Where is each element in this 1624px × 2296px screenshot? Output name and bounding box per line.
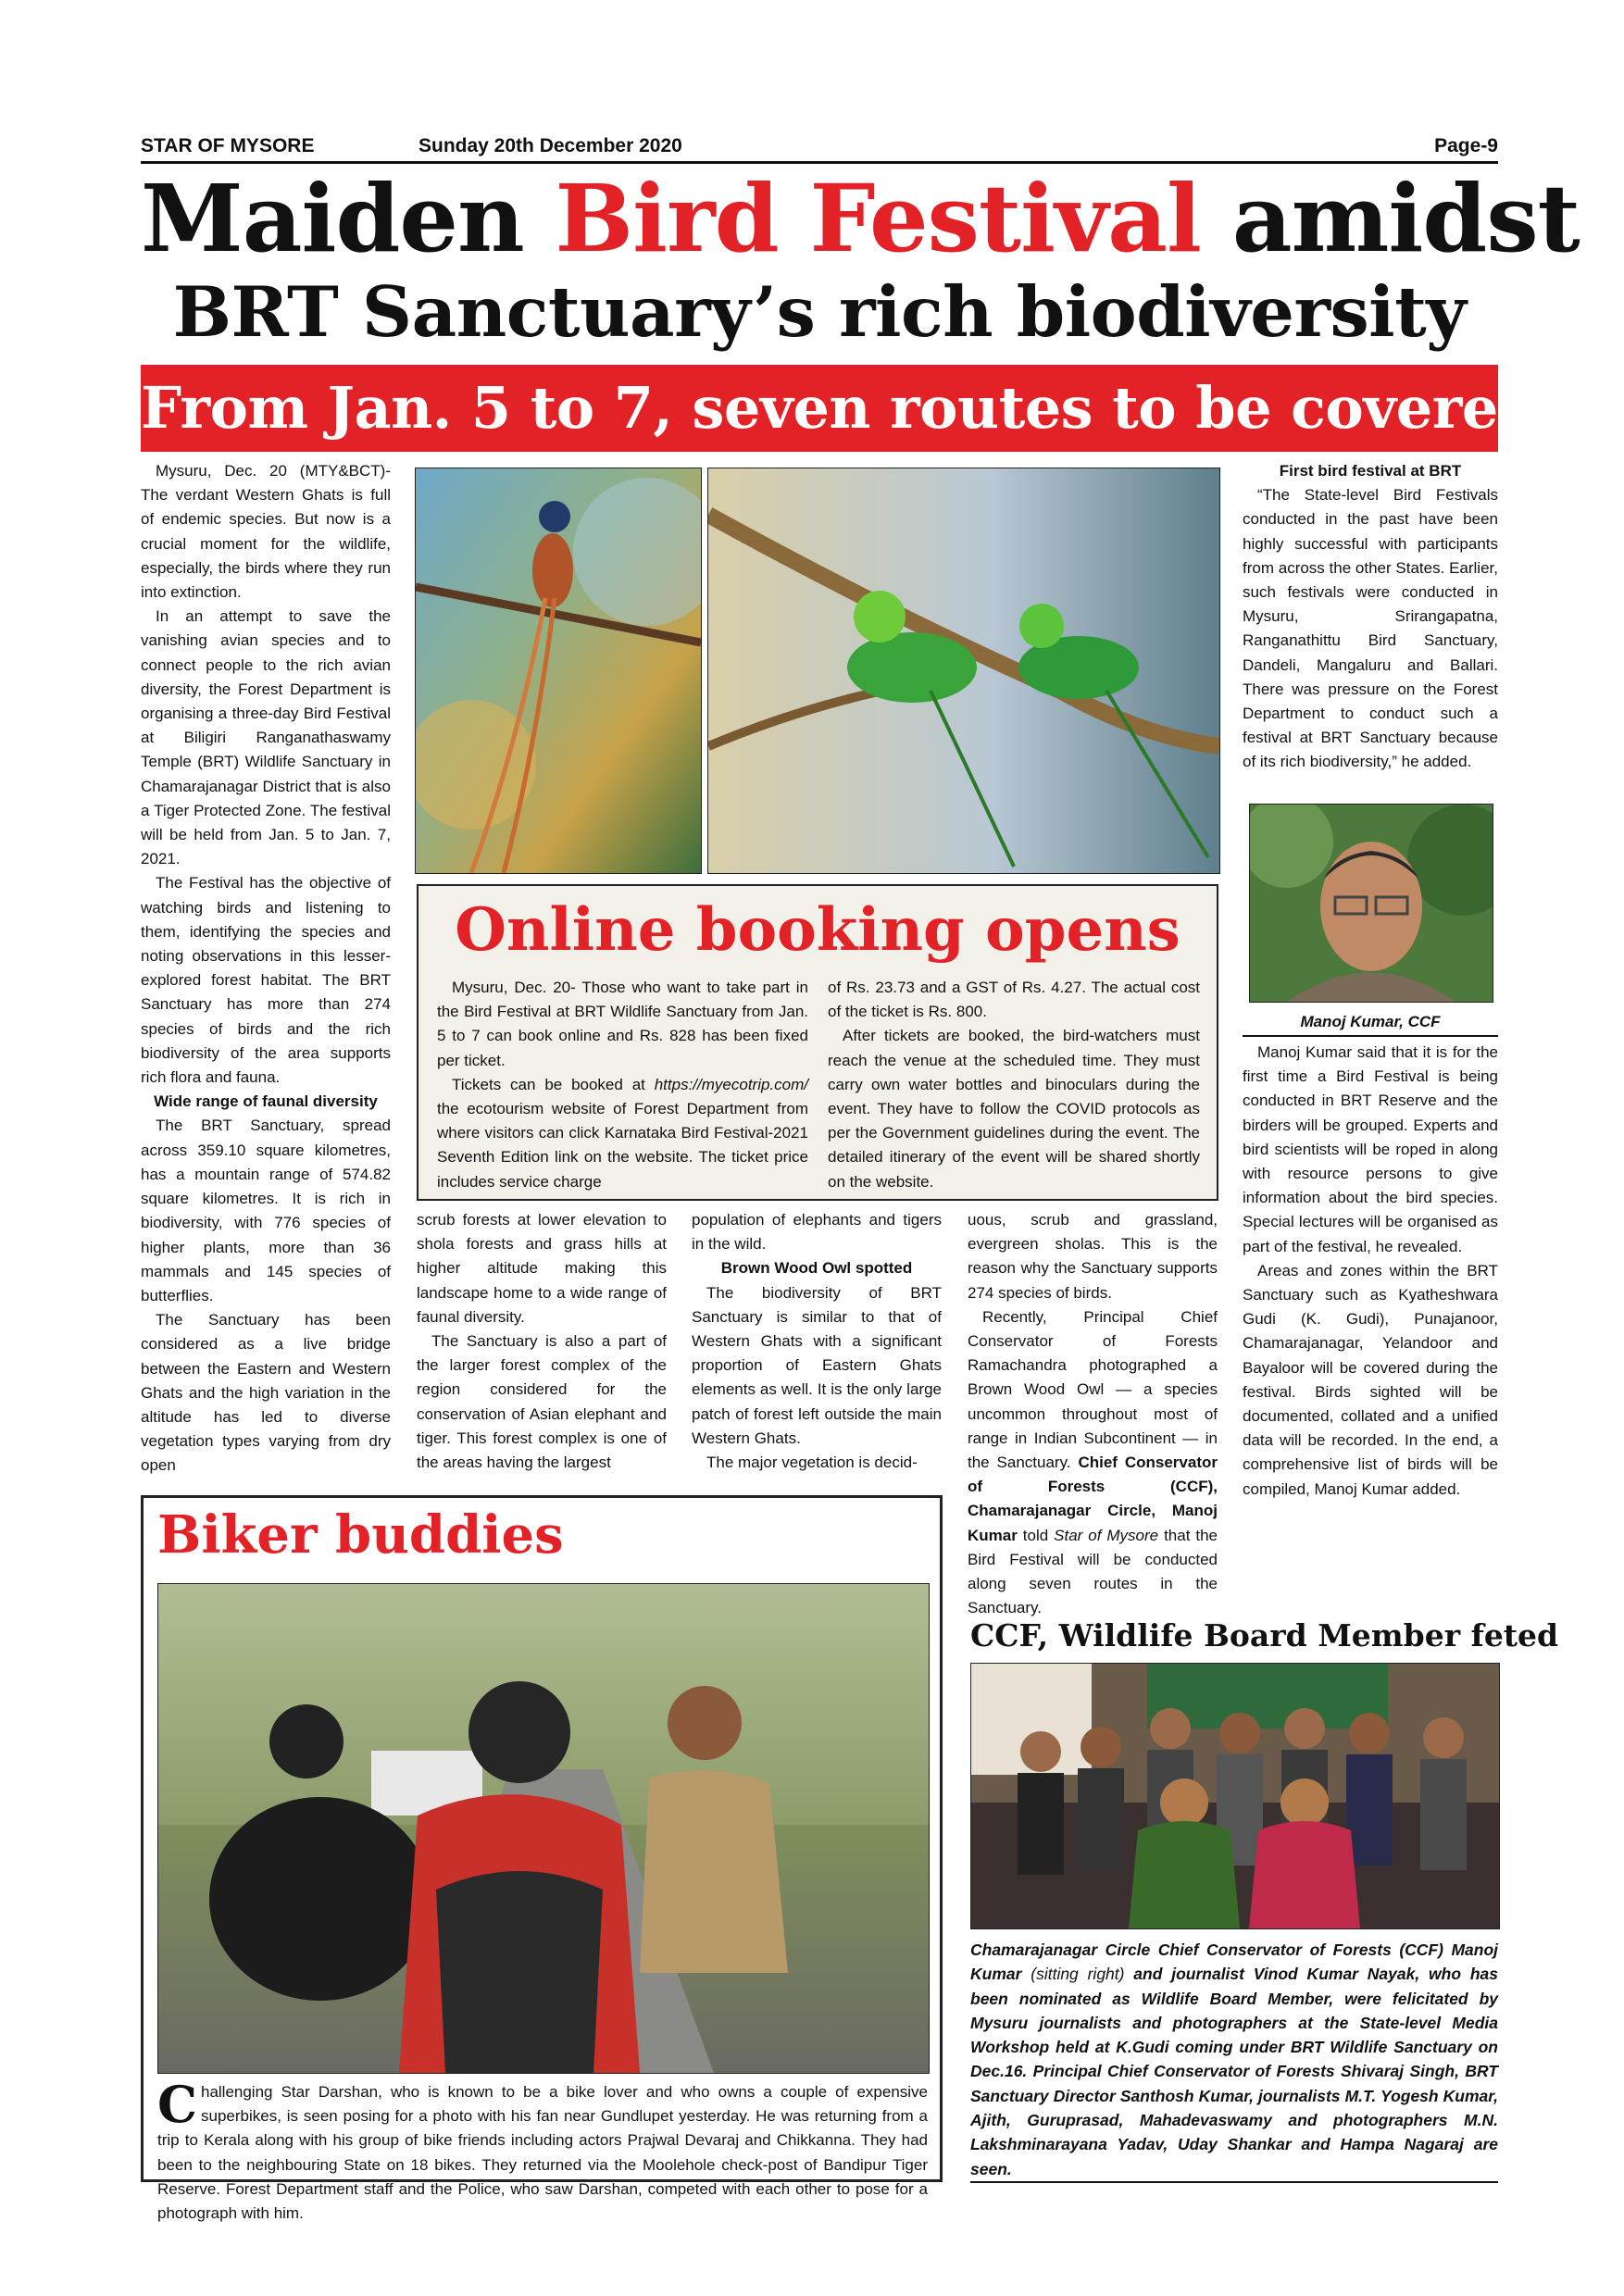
feted-caption (970, 1938, 1498, 2181)
story-paragraph: The Sanctuary has been considered as a live bridge between the Eastern and Western Ghats and the high variation in the altitude has led to diverse vegetation types varying from dry open (141, 1311, 391, 1475)
page-number: Page-9 (1434, 135, 1498, 156)
headline-highlight: Bird Festival (555, 164, 1201, 273)
ecotrip-url: https://myecotrip.com/ (654, 1075, 808, 1093)
story-column-2 (417, 1208, 667, 1475)
biker-caption (157, 2075, 928, 2226)
story-paragraph: The major vegetation is decid- (706, 1454, 918, 1472)
story-paragraph: “The State-level Bird Festivals conducted in the past have been highly successful with participants from across the other States. Earlier, such festivals were conducted in Mysuru, Srirangapatna, Ranganathittu Bird Sanctuary, Dandeli, Mangaluru and Ballari. There was pressure on the Forest Department to conduct such a festival at BRT Sanctuary because of its rich biodiversity,” he added. (1243, 486, 1498, 771)
story-subhead: Wide range of faunal diversity (154, 1092, 378, 1111)
caption-rule (970, 2181, 1498, 2183)
booking-column-left (437, 976, 808, 1194)
headline-line2: BRT Sanctuary’s rich biodiversity (172, 271, 1467, 353)
bee-eater-photo (707, 468, 1220, 874)
caption-rule (1243, 1035, 1498, 1037)
text-run: Recently, Principal Chief Conservator of Forests Ramachandra photographed a Brown Wood Owl — a species uncommon throughout most of range in Indian Subcontinent — in the Sanctuary. (968, 1307, 1218, 1472)
banner-text: From Jan. 5 to 7, seven routes to be covered (141, 374, 1538, 442)
text-run: told (1017, 1526, 1055, 1544)
story-paragraph: Manoj Kumar said that it is for the first time a Bird Festival is being conducted in BRT Reserve and the birders will be grouped. Experts and bird scientists will be roped in along with resource persons to give information about the bird species. Special lectures will be organised as part of the festival, he revealed. (1243, 1043, 1498, 1255)
story-paragraph: Mysuru, Dec. 20 (MTY&BCT)- The verdant Western Ghats is full of endemic species. But now is a crucial moment for the wildlife, especially, the birds where they run into extinction. (141, 462, 391, 602)
story-paragraph: Areas and zones within the BRT Sanctuary such as Kyatheshwara Gudi (K. Gudi), Punajanoor, Chamarajanagar, Yelandoor and Bayaloor will be covered during the festival. Birds sighted will be documented, collated and a unified data will be recorded. In the end, a comprehensive list of birds will be compiled, Manoj Kumar added. (1243, 1261, 1498, 1498)
online-booking-box (417, 884, 1218, 1201)
text-run-bold: Chief Conservator of Forests (CCF), Chamarajanagar Circle, Manoj Kumar (968, 1454, 1218, 1544)
paper-name: STAR OF MYSORE (141, 135, 315, 156)
story-subhead: Brown Wood Owl spotted (720, 1259, 913, 1278)
booking-paragraph: After tickets are booked, the bird-watchers must reach the venue at the scheduled time. They must carry own water bottles and binoculars during the event. They have to follow the COVID protocols as per the Government guidelines during the event. The detailed itinerary of the event will be shared shortly on the website. (828, 1027, 1200, 1191)
text-run: the ecotourism website of Forest Department from where visitors can click Karnataka Bird Festival-2021 Seventh Edition link on the website. The ticket price includes service charge (437, 1100, 808, 1191)
text-run: and journalist Vinod Kumar Nayak, who has been nominated as Wildlife Board Member, were felicitated by Mysuru journalists and photographers at the State-level Media Workshop held at K.Gudi coming under BRT Wildlife Sanctuary on Dec.16. Principal Chief Conservator of Forests Shivaraj Singh, BRT Sanctuary Director Santhosh Kumar, journalists M.T. Yogesh Kumar, Ajith, Guruprasad, Mahadevaswamy and photographers M.N. Lakshminarayana Yadav, Uday Shankar and Hampa Nagaraj are seen. (970, 1965, 1498, 2178)
biker-caption-text: hallenging Star Darshan, who is known to be a bike lover and who owns a couple of expensive superbikes, is seen posing for a photo with his fan near Gundlupet yesterday. He was returning from a trip to Kerala along with his group of bike friends including actors Prajwal Devaraj and Chikkanna. They had been to the neighbouring State on 18 bikes. They returned via the Moolehole check-post of Bandipur Tiger Reserve. Forest Department staff and the Police, who saw Darshan, competed with each other to pose for a photograph with him. (157, 2083, 928, 2223)
story-paragraph: The BRT Sanctuary, spread across 359.10 square kilometres, has a mountain range of 574.82 square kilometres. It is rich in biodiversity, with 776 species of higher plants, more than 36 mammals and 145 species of butterflies. (141, 1117, 391, 1304)
biker-buddies-box (141, 1495, 943, 2223)
headline-line1 (141, 164, 1580, 273)
story-paragraph: In an attempt to save the vanishing avian species and to connect people to the rich avian diversity, the Forest Department is organising a three-day Bird Festival at Biligiri Ranganathaswamy Temple (BRT) Wildlife Sanctuary in Chamarajanagar District that is also a Tiger Protected Zone. The festival will be held from Jan. 5 to Jan. 7, 2021. (141, 607, 391, 868)
story-paragraph: uous, scrub and grassland, evergreen sholas. This is the reason why the Sanctuary supports 274 species of birds. (968, 1211, 1218, 1302)
booking-paragraph: of Rs. 23.73 and a GST of Rs. 4.27. The actual cost of the ticket is Rs. 800. (828, 979, 1200, 1021)
subhead-first-festival: First bird festival at BRT (1279, 462, 1462, 480)
portrait-photo (1249, 804, 1493, 1003)
text-run-italic: Star of Mysore (1054, 1526, 1159, 1544)
booking-title: Online booking opens (455, 895, 1181, 965)
issue-date: Sunday 20th December 2020 (418, 135, 682, 156)
headline-part: Maiden (141, 164, 556, 273)
text-run: that the Bird Festival will be conducted along seven routes in the Sanctuary. (968, 1526, 1218, 1617)
story-column-4 (968, 1208, 1218, 1620)
booking-column-right (828, 976, 1200, 1194)
biker-photo (157, 1583, 930, 2074)
story-paragraph: population of elephants and tigers in the wild. (692, 1211, 942, 1254)
story-paragraph (968, 1305, 1218, 1621)
felicitation-photo (970, 1663, 1500, 1929)
story-paragraph: The Festival has the objective of watching birds and listening to them, identifying the species and noting observations in this lesser-explored forest habitat. The BRT Sanctuary has more than 274 species of birds and the rich biodiversity of the area supports rich flora and fauna. (141, 874, 391, 1087)
story-paragraph: The biodiversity of BRT Sanctuary is similar to that of Western Ghats with a significant proportion of Eastern Ghats elements as well. It is the only large patch of forest left outside the main Western Ghats. (692, 1283, 942, 1447)
booking-paragraph: Mysuru, Dec. 20- Those who want to take part in the Bird Festival at BRT Wildlife Sanctuary from Jan. 5 to 7 can book online and Rs. 828 has been fixed per ticket. (437, 979, 808, 1069)
booking-paragraph (437, 1073, 808, 1194)
story-paragraph: scrub forests at lower elevation to shola forests and grass hills at higher altitude making this landscape home to a wide range of faunal diversity. (417, 1211, 667, 1326)
text-run-light: (sitting right) (1031, 1965, 1125, 1984)
headline-part: amidst (1201, 164, 1580, 273)
right-column-top (1243, 459, 1498, 775)
right-column-bottom (1243, 1041, 1498, 1502)
portrait-caption: Manoj Kumar, CCF (1300, 1013, 1441, 1030)
paradise-flycatcher-photo (415, 468, 702, 874)
headline-banner (141, 365, 1538, 452)
story-paragraph: The Sanctuary is also a part of the larger forest complex of the region considered for the conservation of Asian elephant and tiger. This forest complex is one of the areas having the largest (417, 1332, 667, 1472)
feted-title: CCF, Wildlife Board Member feted (970, 1617, 1559, 1653)
text-run: Tickets can be booked at (452, 1075, 655, 1093)
biker-title: Biker buddies (157, 1504, 564, 1566)
dropcap: C (157, 2075, 197, 2134)
text-run: Chamarajanagar Circle Chief Conservator of Forests (CCF) Manoj Kumar (970, 1940, 1498, 1984)
story-column-3 (692, 1208, 942, 1475)
story-column-1 (141, 459, 391, 1479)
